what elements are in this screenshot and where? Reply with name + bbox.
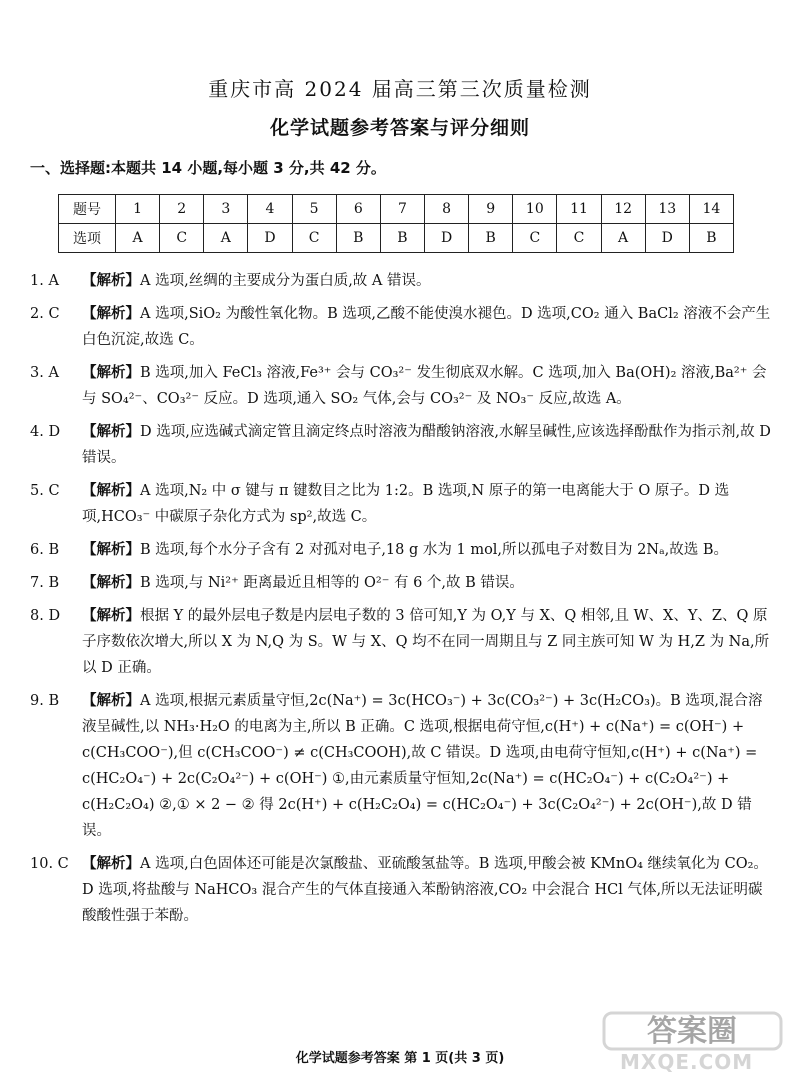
item-number: 4. D (30, 424, 61, 440)
table-cell-number: 13 (645, 195, 689, 224)
explanation-item (30, 570, 775, 596)
item-number: 3. A (30, 365, 59, 381)
table-cell-answer: A (116, 224, 160, 253)
table-cell-answer: C (513, 224, 557, 253)
table-cell-answer: C (292, 224, 336, 253)
table-cell-answer: D (645, 224, 689, 253)
item-tag: 【解析】 (82, 423, 140, 440)
explanation-item (30, 688, 775, 844)
watermark-logo (600, 1010, 785, 1076)
item-number: 8. D (30, 608, 61, 624)
item-number: 9. B (30, 693, 60, 709)
answer-table-number-row (59, 195, 734, 224)
item-body (82, 268, 775, 294)
table-cell-answer: B (336, 224, 380, 253)
explanation-item (30, 603, 775, 681)
watermark-url: MXQE.COM (620, 1050, 754, 1074)
explanation-item (30, 851, 775, 929)
item-body (82, 537, 775, 563)
answer-table-answer-row (59, 224, 734, 253)
table-row-label: 题号 (59, 195, 116, 224)
document-title: 重庆市高 2024 届高三第三次质量检测 (208, 77, 592, 101)
table-cell-answer: B (689, 224, 733, 253)
item-tag: 【解析】 (82, 541, 140, 558)
explanation-item (30, 419, 775, 471)
table-cell-number: 3 (204, 195, 248, 224)
explanation-item (30, 478, 775, 530)
item-tag: 【解析】 (82, 692, 140, 709)
item-text: B 选项,加入 FeCl₃ 溶液,Fe³⁺ 会与 CO₃²⁻ 发生彻底双水解。C 选项,加入 Ba(OH)₂ 溶液,Ba²⁺ 会与 SO₄²⁻、CO₃²⁻ 反应。D 选项,通入 SO₂ 气体,会与 CO₃²⁻ 及 NO₃⁻ 反应,故选 A。 (82, 365, 767, 407)
table-cell-answer: C (160, 224, 204, 253)
item-tag: 【解析】 (82, 574, 140, 591)
explanation-item (30, 268, 775, 294)
table-cell-number: 6 (336, 195, 380, 224)
item-body (82, 603, 775, 681)
page-footer: 化学试题参考答案 第 1 页(共 3 页) (295, 1051, 505, 1066)
watermark-logo-text: 答案圈 (647, 1014, 737, 1049)
item-body (82, 419, 775, 471)
explanation-item (30, 301, 775, 353)
table-cell-number: 2 (160, 195, 204, 224)
table-cell-number: 14 (689, 195, 733, 224)
table-cell-answer: D (248, 224, 292, 253)
item-text: A 选项,SiO₂ 为酸性氧化物。B 选项,乙酸不能使溴水褪色。D 选项,CO₂ 通入 BaCl₂ 溶液不会产生白色沉淀,故选 C。 (82, 306, 771, 348)
item-number: 10. C (30, 856, 69, 872)
table-cell-number: 7 (380, 195, 424, 224)
item-tag: 【解析】 (82, 607, 140, 624)
table-row-label: 选项 (59, 224, 116, 253)
item-number: 7. B (30, 575, 60, 591)
item-text: A 选项,丝绸的主要成分为蛋白质,故 A 错误。 (140, 273, 431, 289)
item-body (82, 301, 775, 353)
table-cell-number: 11 (557, 195, 601, 224)
table-cell-answer: D (424, 224, 468, 253)
item-body (82, 688, 775, 844)
table-cell-number: 10 (513, 195, 557, 224)
item-text: 根据 Y 的最外层电子数是内层电子数的 3 倍可知,Y 为 O,Y 与 X、Q 相邻,且 W、X、Y、Z、Q 原子序数依次增大,所以 X 为 N,Q 为 S。W 与 X、Q 均不在同一周期且与 Z 同主族可知 W 为 H,Z 为 Na,所以 D 正确。 (82, 608, 770, 676)
item-text: A 选项,N₂ 中 σ 键与 π 键数目之比为 1:2。B 选项,N 原子的第一电离能大于 O 原子。D 选项,HCO₃⁻ 中碳原子杂化方式为 sp²,故选 C。 (82, 483, 730, 525)
item-body (82, 478, 775, 530)
document-subtitle: 化学试题参考答案与评分细则 (269, 117, 530, 139)
table-cell-number: 12 (601, 195, 645, 224)
explanation-item (30, 360, 775, 412)
item-text: A 选项,根据元素质量守恒,2c(Na⁺) = 3c(HCO₃⁻) + 3c(CO₃²⁻) + 3c(H₂CO₃)。B 选项,混合溶液呈碱性,以 NH₃·H₂O 的电离为主,所以 B 正确。C 选项,根据电荷守恒,c(H⁺) + c(Na⁺) = c(OH⁻) + c(CH₃COO⁻),但 c(CH₃COO⁻) ≠ c(CH₃COOH),故 C 错误。D 选项,由电荷守恒知,c(H⁺) + c(Na⁺) = c(HC₂O₄⁻) + 2c(C₂O₄²⁻) + c(OH⁻) ①,由元素质量守恒知,2c(Na⁺) = c(HC₂O₄⁻) + c(C₂O₄²⁻) + c(H₂C₂O₄) ②,① × 2 − ② 得 2c(H⁺) + c(H₂C₂O₄) = c(HC₂O₄⁻) + 3c(C₂O₄²⁻) + 2c(OH⁻),故 D 错误。 (82, 693, 763, 839)
table-cell-answer: A (204, 224, 248, 253)
table-cell-number: 4 (248, 195, 292, 224)
explanation-list (30, 268, 775, 936)
item-text: B 选项,与 Ni²⁺ 距离最近且相等的 O²⁻ 有 6 个,故 B 错误。 (140, 575, 524, 591)
item-text: D 选项,应选碱式滴定管且滴定终点时溶液为醋酸钠溶液,水解呈碱性,应该选择酚酞作为指示剂,故 D 错误。 (82, 424, 771, 466)
item-text: A 选项,白色固体还可能是次氯酸盐、亚硫酸氢盐等。B 选项,甲酸会被 KMnO₄ 继续氧化为 CO₂。D 选项,将盐酸与 NaHCO₃ 混合产生的气体直接通入苯酚钠溶液,CO₂ 中会混合 HCl 气体,所以无法证明碳酸酸性强于苯酚。 (82, 856, 768, 924)
table-cell-number: 1 (116, 195, 160, 224)
section-heading: 一、选择题:本题共 14 小题,每小题 3 分,共 42 分。 (30, 159, 386, 177)
item-body (82, 851, 775, 929)
table-cell-answer: B (380, 224, 424, 253)
item-tag: 【解析】 (82, 364, 140, 381)
item-body (82, 360, 775, 412)
item-tag: 【解析】 (82, 482, 140, 499)
table-cell-number: 5 (292, 195, 336, 224)
table-cell-number: 9 (469, 195, 513, 224)
table-cell-answer: B (469, 224, 513, 253)
item-number: 5. C (30, 483, 60, 499)
table-cell-answer: C (557, 224, 601, 253)
item-tag: 【解析】 (82, 272, 140, 289)
answer-table (58, 194, 734, 253)
explanation-item (30, 537, 775, 563)
table-cell-number: 8 (424, 195, 468, 224)
item-number: 1. A (30, 273, 59, 289)
item-number: 2. C (30, 306, 60, 322)
item-tag: 【解析】 (82, 305, 140, 322)
item-number: 6. B (30, 542, 60, 558)
item-text: B 选项,每个水分子含有 2 对孤对电子,18 g 水为 1 mol,所以孤电子对数目为 2Nₐ,故选 B。 (140, 542, 729, 558)
item-body (82, 570, 775, 596)
item-tag: 【解析】 (82, 855, 140, 872)
table-cell-answer: A (601, 224, 645, 253)
